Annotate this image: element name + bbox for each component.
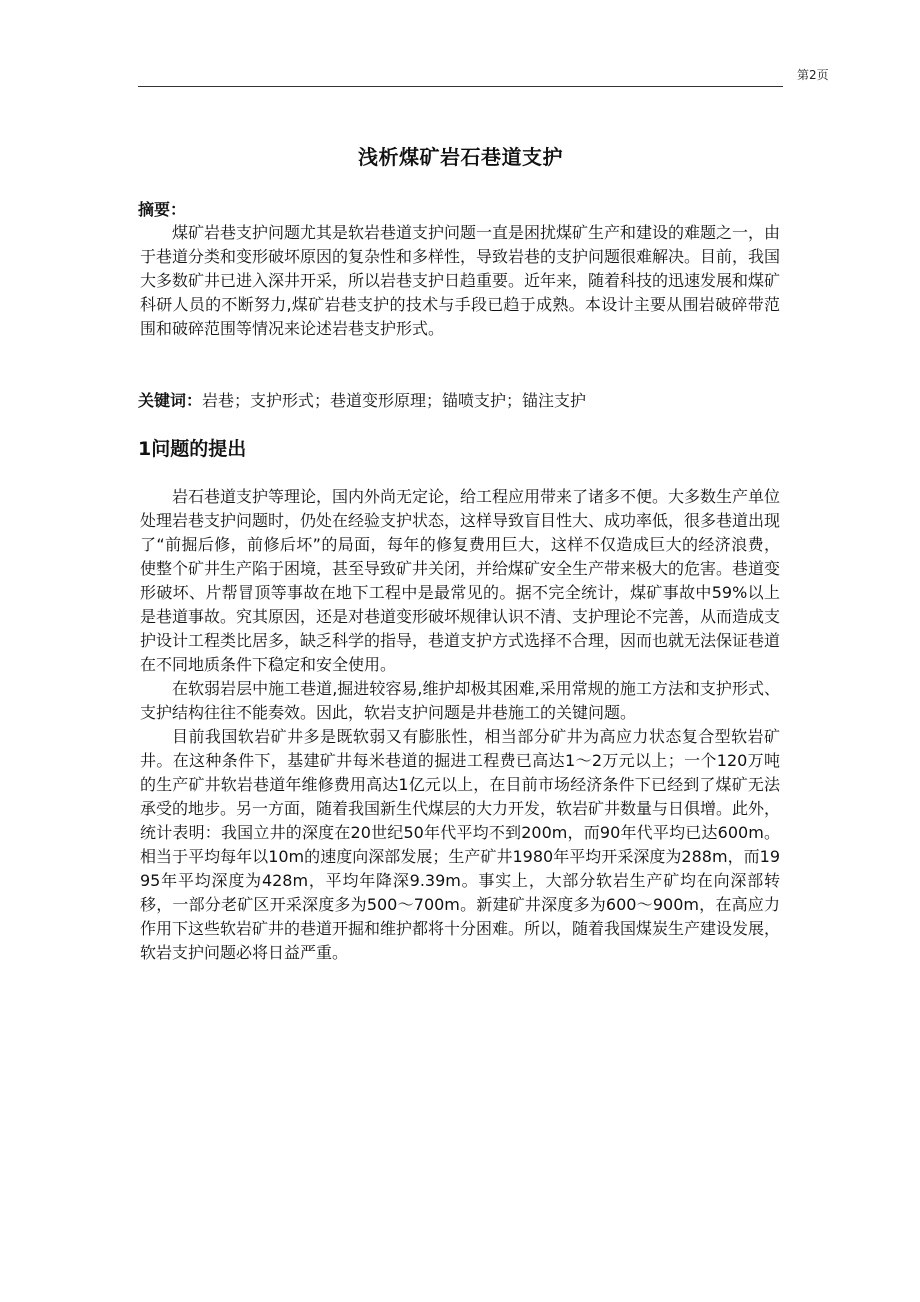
abstract-body (140, 221, 780, 341)
body-paragraph: 目前我国软岩矿井多是既软弱又有膨胀性，相当部分矿井为高应力状态复合型软岩矿井。在这种条件下，基建矿井每米巷道的掘进工程费已高达1～2万元以上；一个120万吨的生产矿井软岩巷道年维修费用高达1亿元以上，在目前市场经济条件下已经到了煤矿无法承受的地步。另一方面，随着我国新生代煤层的大力开发，软岩矿井数量与日俱增。此外，统计表明：我国立井的深度在20世纪50年代平均不到200m，而90年代平均已达600m。相当于平均每年以10m的速度向深部发展；生产矿井1980年平均开采深度为288m，而1995年平均深度为428m，平均年降深9.39m。事实上，大部分软岩生产矿均在向深部转移，一部分老矿区开采深度多为500～700m。新建矿井深度多为600～900m，在高应力作用下这些软岩矿井的巷道开掘和维护都将十分困难。所以，随着我国煤炭生产建设发展，软岩支护问题必将日益严重。 (140, 727, 781, 962)
keywords-label: 关键词： (138, 391, 203, 410)
abstract-label: 摘要： (138, 200, 187, 219)
body-paragraph: 在软弱岩层中施工巷道,掘进较容易,维护却极其困难,采用常规的施工方法和支护形式、支护结构往往不能奏效。因此，软岩支护问题是井巷施工的关键问题。 (140, 679, 780, 722)
header-rule (138, 86, 783, 87)
page-number: 第2页 (797, 68, 829, 82)
keywords-text: 岩巷；支护形式；巷道变形原理；锚喷支护；锚注支护 (202, 391, 587, 410)
section-body (140, 485, 780, 965)
abstract-paragraph: 煤矿岩巷支护问题尤其是软岩巷道支护问题一直是困扰煤矿生产和建设的难题之一，由于巷道分类和变形破坏原因的复杂性和多样性，导致岩巷的支护问题很难解决。目前，我国大多数矿井已进入深井开采，所以岩巷支护日趋重要。近年来，随着科技的迅速发展和煤矿科研人员的不断努力,煤矿岩巷支护的技术与手段已趋于成熟。本设计主要从围岩破碎带范围和破碎范围等情况来论述岩巷支护形式。 (140, 223, 781, 338)
body-paragraph: 岩石巷道支护等理论，国内外尚无定论，给工程应用带来了诸多不便。大多数生产单位处理岩巷支护问题时，仍处在经验支护状态，这样导致盲目性大、成功率低，很多巷道出现了“前掘后修，前修后坏”的局面，每年的修复费用巨大，这样不仅造成巨大的经济浪费，使整个矿井生产陷于困境，甚至导致矿井关闭，并给煤矿安全生产带来极大的危害。巷道变形破坏、片帮冒顶等事故在地下工程中是最常见的。据不完全统计，煤矿事故中59%以上是巷道事故。究其原因，还是对巷道变形破坏规律认识不清、支护理论不完善，从而造成支护设计工程类比居多，缺乏科学的指导，巷道支护方式选择不合理，因而也就无法保证巷道在不同地质条件下稳定和安全使用。 (140, 487, 781, 674)
document-title: 浅析煤矿岩石巷道支护 (358, 145, 563, 169)
keywords-line (138, 389, 783, 413)
section-heading: 1问题的提出 (138, 438, 247, 460)
